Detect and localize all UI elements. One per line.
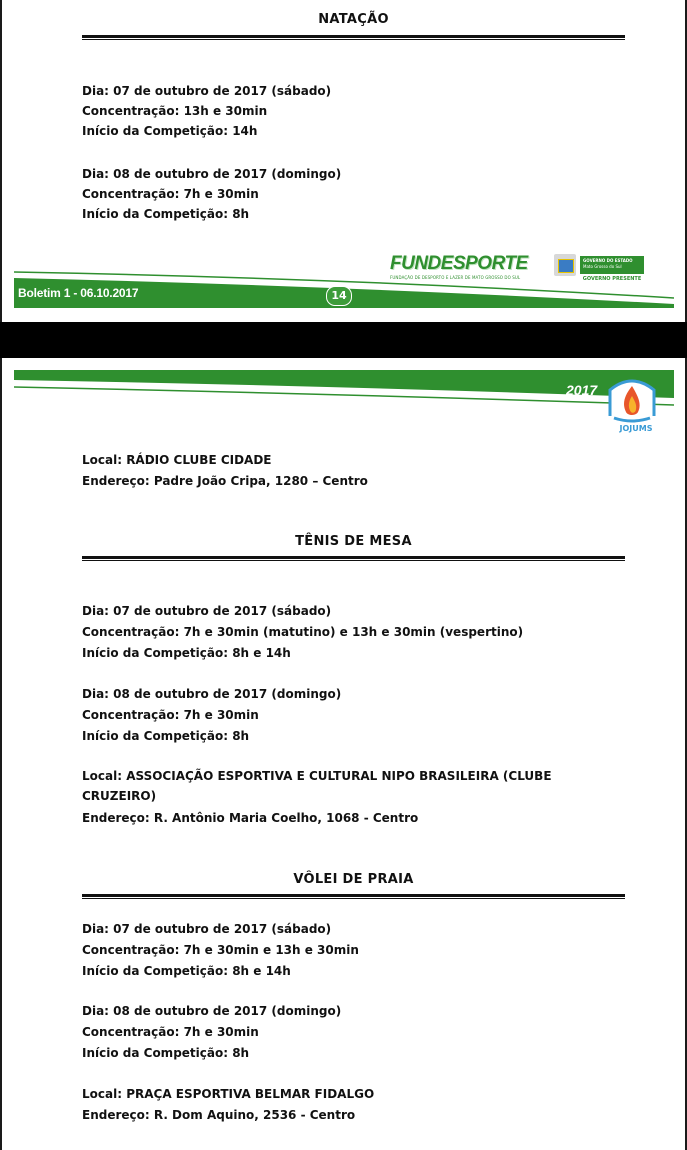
natacao-day2-inicio: Início da Competição: 8h: [82, 207, 250, 221]
document-page-2: [0, 358, 687, 1150]
section-title-volei: VÔLEI DE PRAIA: [293, 872, 414, 887]
tenis-local: Local: ASSOCIAÇÃO ESPORTIVA E CULTURAL NIPO BRASILEIRA (CLUBE CRUZEIRO): [82, 769, 552, 803]
tenis-day2-date: Dia: 08 de outubro de 2017 (domingo): [82, 687, 342, 701]
jojums-flame-logo-icon: [604, 376, 660, 426]
tenis-day1-inicio: Início da Competição: 8h e 14h: [82, 646, 291, 660]
page-number-badge: 14: [326, 286, 352, 306]
natacao-day2-date: Dia: 08 de outubro de 2017 (domingo): [82, 167, 342, 181]
tenis-day2-concentracao: Concentração: 7h e 30min: [82, 708, 259, 722]
tenis-endereco: Endereço: R. Antônio Maria Coelho, 1068 - Centro: [82, 811, 419, 825]
natacao-day1-concentracao: Concentração: 13h e 30min: [82, 104, 268, 118]
volei-day2-date: Dia: 08 de outubro de 2017 (domingo): [82, 1004, 342, 1018]
state-flag-icon: [554, 254, 576, 276]
document-page-1: [0, 0, 687, 322]
natacao-day1-inicio: Início da Competição: 14h: [82, 124, 258, 138]
fundesporte-logo: [390, 254, 536, 280]
natacao-day2-concentracao: Concentração: 7h e 30min: [82, 187, 259, 201]
section-rule: [82, 35, 625, 40]
radio-endereco: Endereço: Padre João Cripa, 1280 – Centro: [82, 474, 368, 488]
natacao-day1-date: Dia: 07 de outubro de 2017 (sábado): [82, 84, 332, 98]
governo-line2: Mato Grosso do Sul: [583, 264, 622, 269]
fundesporte-subtitle: FUNDAÇÃO DE DESPORTO E LAZER DE MATO GROSSO DO SUL: [390, 275, 521, 280]
section-title-tenis: TÊNIS DE MESA: [295, 534, 412, 549]
jojums-logo-text: JOJUMS: [619, 424, 653, 433]
volei-endereco: Endereço: R. Dom Aquino, 2536 - Centro: [82, 1108, 356, 1122]
volei-day2-concentracao: Concentração: 7h e 30min: [82, 1025, 259, 1039]
header-year: 2017: [566, 382, 598, 398]
page-separator: [0, 322, 687, 358]
radio-local: Local: RÁDIO CLUBE CIDADE: [82, 453, 272, 467]
section-title-natacao: NATAÇÃO: [318, 12, 389, 27]
section-rule: [82, 894, 625, 899]
fundesporte-name: FUNDESPORTE: [390, 253, 528, 274]
volei-day1-date: Dia: 07 de outubro de 2017 (sábado): [82, 922, 332, 936]
page-edge-left: [0, 0, 2, 322]
volei-local: Local: PRAÇA ESPORTIVA BELMAR FIDALGO: [82, 1087, 375, 1101]
volei-day1-inicio: Início da Competição: 8h e 14h: [82, 964, 291, 978]
governo-presente: GOVERNO PRESENTE: [582, 276, 642, 282]
volei-day2-inicio: Início da Competição: 8h: [82, 1046, 250, 1060]
governo-box: [580, 256, 644, 274]
tenis-day1-concentracao: Concentração: 7h e 30min (matutino) e 13h e 30min (vespertino): [82, 625, 524, 639]
governo-line1: GOVERNO DO ESTADO: [583, 258, 633, 263]
governo-logo: [554, 254, 646, 284]
section-rule: [82, 556, 625, 561]
volei-day1-concentracao: Concentração: 7h e 30min e 13h e 30min: [82, 943, 359, 957]
tenis-day2-inicio: Início da Competição: 8h: [82, 729, 250, 743]
tenis-day1-date: Dia: 07 de outubro de 2017 (sábado): [82, 604, 332, 618]
boletim-label: Boletim 1 - 06.10.2017: [18, 286, 139, 300]
page-edge-left: [0, 358, 2, 1150]
